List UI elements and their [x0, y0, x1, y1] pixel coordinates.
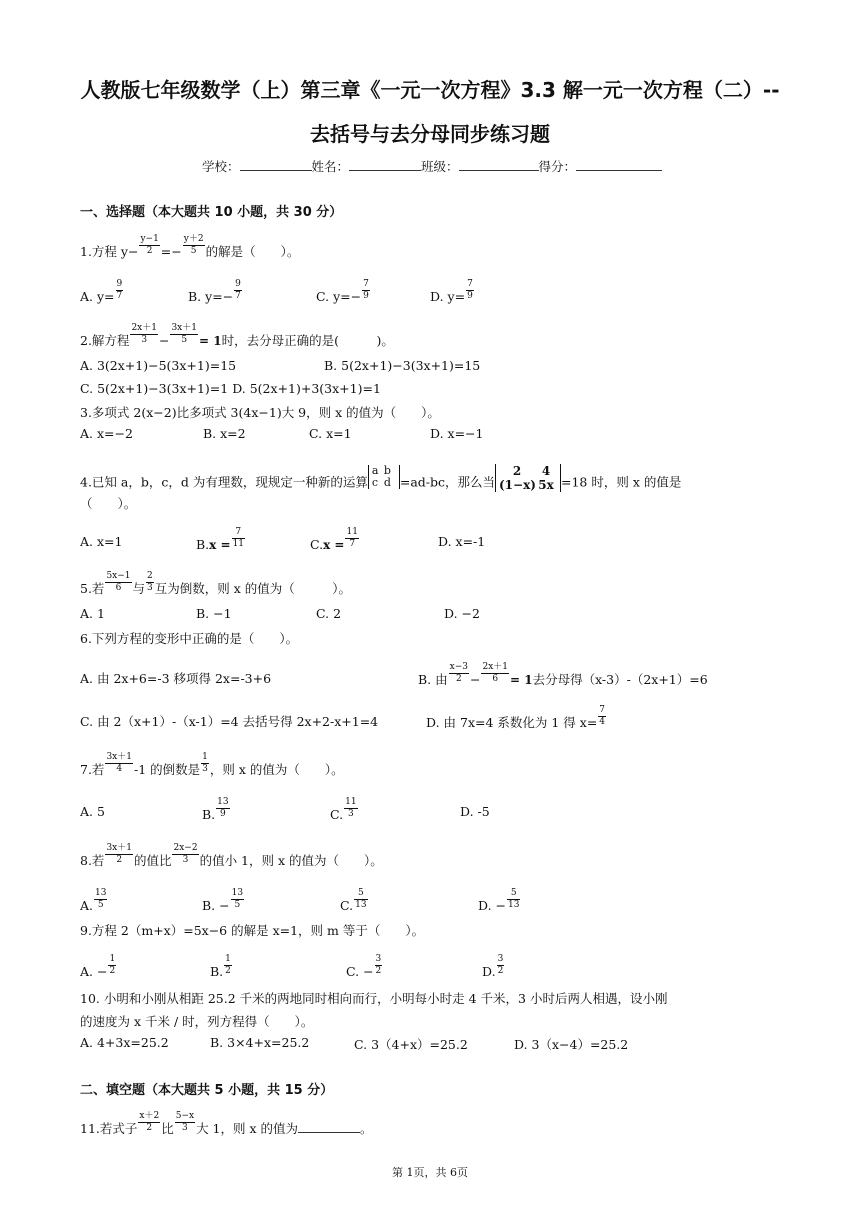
- question-5-option-b[interactable]: B. −1: [196, 606, 232, 621]
- question-9-option-a[interactable]: A. − $\frac{1}{2}$: [80, 954, 116, 979]
- name-label: 姓名：: [311, 159, 350, 174]
- question-4-stem: 4.已知 a，b，c，d 为有理数，现规定一种新的运算a b c d =ad-bc，那么当2 4 (1−x) 5x =18 时，则 x 的值是: [80, 464, 682, 492]
- question-3-option-d[interactable]: D. x=−1: [430, 426, 484, 441]
- answer-blank[interactable]: [298, 1122, 360, 1133]
- school-blank[interactable]: [240, 160, 312, 171]
- page-title-line2: 去括号与去分母同步练习题: [310, 122, 550, 146]
- question-11-stem: 11.若式子 $\frac{x+2}{2}$ 比 $\frac{5-x}{3}$ 大 1，则 x 的值为 。: [80, 1111, 373, 1136]
- question-10-option-a[interactable]: A. 4+3x=25.2: [80, 1035, 169, 1050]
- page-footer: 第 1页，共 6页: [392, 1166, 468, 1179]
- student-info-row: [202, 157, 662, 175]
- question-5-option-a[interactable]: A. 1: [80, 606, 105, 621]
- question-8-option-c[interactable]: C. $\frac{5}{13}$: [340, 888, 367, 913]
- question-8-stem: 8.若 $\frac{3x+1}{2}$ 的值比 $\frac{2x-2}{3}$ 的值小 1，则 x 的值为（ ）。: [80, 843, 383, 868]
- question-2-stem: 2.解方程 $\frac{2x+1}{3}$ − $\frac{3x+1}{5}$ = 1时，去分母正确的是( )。: [80, 323, 394, 348]
- question-10-option-c[interactable]: C. 3（4+x）=25.2: [354, 1037, 468, 1052]
- question-10-stem-line2: 的速度为 x 千米 / 时，列方程得（ ）。: [80, 1014, 314, 1029]
- question-3-option-b[interactable]: B. x=2: [203, 426, 246, 441]
- question-3-stem: 3.多项式 2(x−2)比多项式 3(4x−1)大 9，则 x 的值为（ ）。: [80, 405, 440, 420]
- question-6-option-c[interactable]: C. 由 2（x+1）-（x-1）=4 去括号得 2x+2-x+1=4: [80, 714, 379, 729]
- question-2-option-a[interactable]: A. 3(2x+1)−5(3x+1)=15: [80, 358, 237, 373]
- question-4-option-a[interactable]: A. x=1: [80, 534, 123, 549]
- question-5-stem: 5.若 $\frac{5x-1}{6}$ 与 $\frac{2}{3}$ 互为倒数，则 x 的值为（ ）。: [80, 571, 352, 596]
- question-7-stem: 7.若 $\frac{3x+1}{4}$ -1 的倒数是 $\frac{1}{3}$ ，则 x 的值为（ ）。: [80, 752, 344, 777]
- question-3-option-a[interactable]: A. x=−2: [80, 426, 133, 441]
- question-9-option-d[interactable]: D. $\frac{3}{2}$: [482, 954, 504, 979]
- fraction: $\frac{y-1}{2}$: [140, 234, 159, 256]
- question-9-option-b[interactable]: B. $\frac{1}{2}$: [210, 954, 231, 979]
- score-blank[interactable]: [576, 160, 662, 171]
- class-blank[interactable]: [459, 160, 539, 171]
- school-label: 学校：: [202, 159, 240, 174]
- name-blank[interactable]: [349, 160, 421, 171]
- question-3-option-c[interactable]: C. x=1: [309, 426, 352, 441]
- determinant-given: 2 4 (1−x) 5x: [495, 464, 561, 492]
- question-10-stem: 10. 小明和小刚从相距 25.2 千米的两地同时相向而行，小明每小时走 4 千米，3 小时后两人相遇，设小刚: [80, 991, 668, 1006]
- question-6-stem: 6.下列方程的变形中正确的是（ ）。: [80, 631, 299, 646]
- question-6-option-a[interactable]: A. 由 2x+6=-3 移项得 2x=-3+6: [80, 671, 272, 686]
- question-7-option-c[interactable]: C. $\frac{11}{3}$: [330, 797, 357, 822]
- section-heading-choice: 一、选择题（本大题共 10 小题，共 30 分）: [80, 205, 343, 220]
- section-heading-fill: 二、填空题（本大题共 5 小题，共 15 分）: [80, 1083, 334, 1098]
- question-7-option-b[interactable]: B. $\frac{13}{9}$: [202, 797, 229, 822]
- question-6-option-b[interactable]: B. 由 $\frac{x-3}{2}$ − $\frac{2x+1}{6}$ = 1去分母得（x-3）-（2x+1）=6: [418, 662, 708, 687]
- fraction: $\frac{y+2}{5}$: [183, 234, 204, 256]
- question-1-option-b[interactable]: B. y=− $\frac{9}{7}$: [188, 279, 241, 304]
- page-title-line1: 人教版七年级数学（上）第三章《一元一次方程》3.3 解一元一次方程（二）--: [80, 78, 780, 102]
- question-8-option-b[interactable]: B. − $\frac{13}{5}$: [202, 888, 244, 913]
- question-10-option-d[interactable]: D. 3（x−4）=25.2: [514, 1037, 629, 1052]
- question-1-option-c[interactable]: C. y=− $\frac{7}{9}$: [316, 279, 369, 304]
- question-4-stem-line2: （ ）。: [80, 496, 137, 511]
- question-5-option-c[interactable]: C. 2: [316, 606, 342, 621]
- score-label: 得分：: [538, 159, 577, 174]
- question-4-option-b[interactable]: B.x = $\frac{7}{11}$: [196, 527, 245, 552]
- question-4-option-d[interactable]: D. x=-1: [438, 534, 486, 549]
- question-2-option-c-d[interactable]: C. 5(2x+1)−3(3x+1)=1 D. 5(2x+1)+3(3x+1)=1: [80, 381, 381, 396]
- question-7-option-d[interactable]: D. -5: [460, 804, 490, 819]
- determinant-definition: a b c d: [368, 465, 400, 489]
- question-9-stem: 9.方程 2（m+x）=5x−6 的解是 x=1，则 m 等于（ ）。: [80, 923, 425, 938]
- question-6-option-d[interactable]: D. 由 7x=4 系数化为 1 得 x= $\frac{7}{4}$: [426, 705, 606, 730]
- question-4-option-c[interactable]: C.x = $\frac{11}{7}$: [310, 527, 358, 552]
- question-1-stem: 1.方程 y− $\frac{y-1}{2}$ =− $\frac{y+2}{5}$ 的解是（ ）。: [80, 234, 300, 259]
- question-1-option-d[interactable]: D. y= $\frac{7}{9}$: [430, 279, 473, 304]
- question-10-option-b[interactable]: B. 3×4+x=25.2: [210, 1035, 310, 1050]
- question-7-option-a[interactable]: A. 5: [80, 804, 105, 819]
- class-label: 班级：: [421, 159, 459, 174]
- question-5-option-d[interactable]: D. −2: [444, 606, 480, 621]
- question-1-option-a[interactable]: A. y= $\frac{9}{7}$: [80, 279, 123, 304]
- question-2-option-b[interactable]: B. 5(2x+1)−3(3x+1)=15: [324, 358, 481, 373]
- question-8-option-d[interactable]: D. − $\frac{5}{13}$: [478, 888, 520, 913]
- question-8-option-a[interactable]: A. $\frac{13}{5}$: [80, 888, 107, 913]
- question-9-option-c[interactable]: C. − $\frac{3}{2}$: [346, 954, 382, 979]
